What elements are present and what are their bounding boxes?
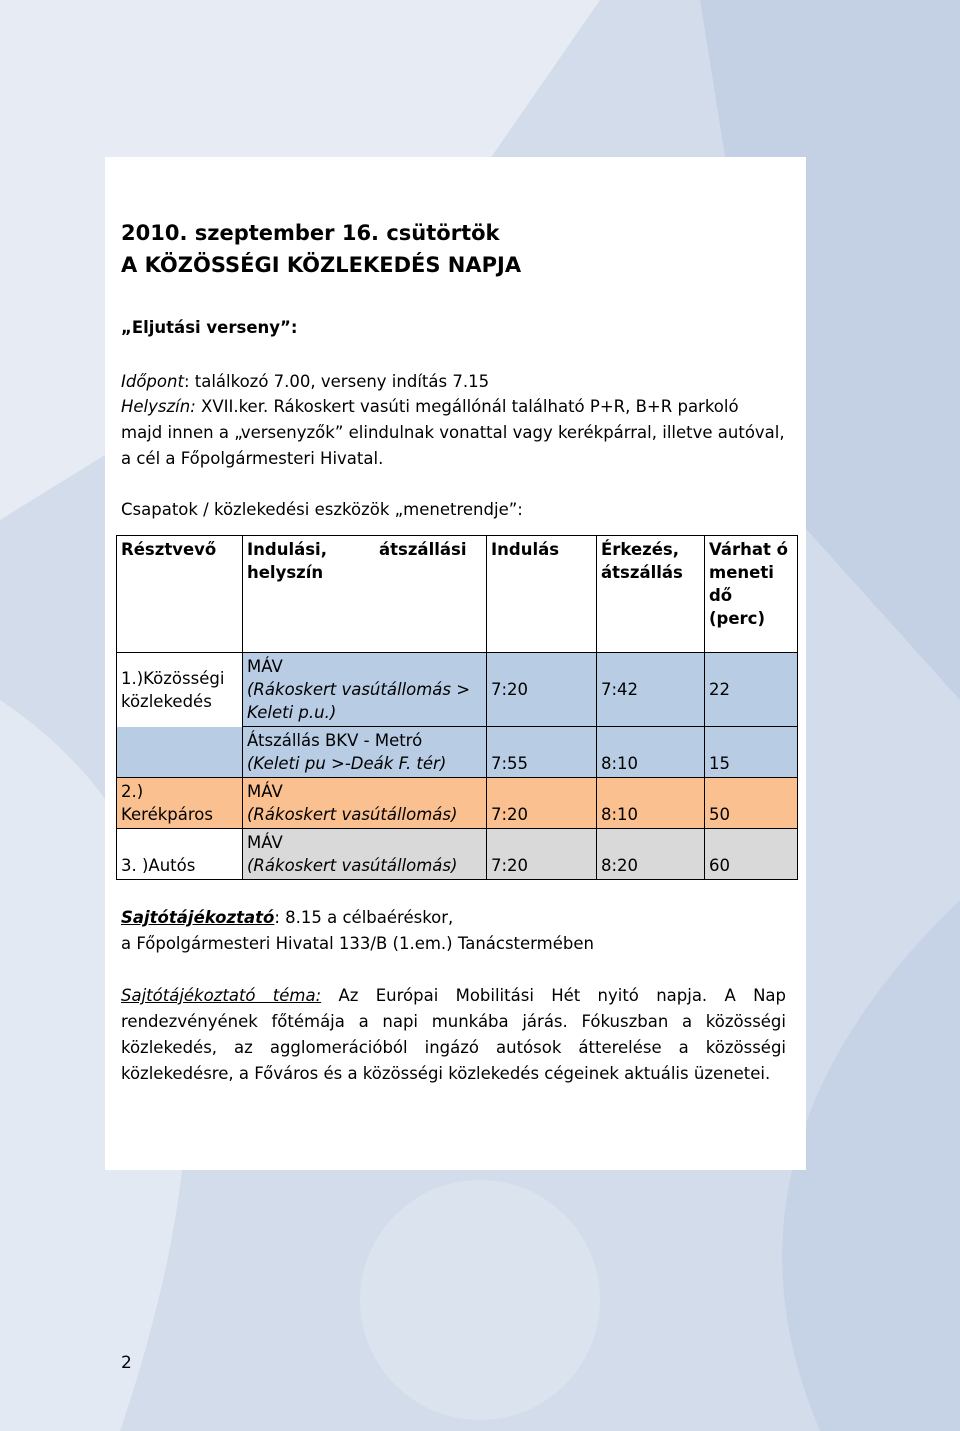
header-departure: Indulás [487, 536, 597, 653]
press-line-2: a Főpolgármesteri Hivatal 133/B (1.em.) Tanácstermében [121, 934, 594, 953]
row-participant [117, 727, 243, 778]
row-departure: 7:20 [487, 778, 597, 829]
row-line-italic: (Rákoskert vasútállomás) [247, 805, 458, 824]
row-line-top: Átszállás BKV - Metró [247, 731, 423, 750]
row-line [243, 778, 487, 829]
row-line-top: MÁV [247, 657, 283, 676]
time-value: : találkozó 7.00, verseny indítás 7.15 [183, 372, 490, 391]
time-line [121, 372, 489, 391]
row-minutes: 60 [705, 829, 798, 880]
table-row [117, 727, 798, 778]
header-arrival: Érkezés, átszállás [597, 536, 705, 653]
row-departure: 7:20 [487, 829, 597, 880]
heading-event: A KÖZÖSSÉGI KÖZLEKEDÉS NAPJA [121, 253, 522, 277]
place-value: XVII.ker. Rákoskert vasúti megállónál található P+R, B+R parkoló [195, 397, 739, 416]
row-line-italic: (Rákoskert vasútállomás > Keleti p.u.) [247, 680, 471, 722]
header-departure-place-c: helyszín [247, 563, 324, 582]
row-line-italic: (Rákoskert vasútállomás) [247, 856, 458, 875]
header-participant: Résztvevő [117, 536, 243, 653]
table-row [117, 829, 798, 880]
press-label: Sajtótájékoztató [121, 908, 275, 927]
row-line-top: MÁV [247, 833, 283, 852]
details-line-3: a cél a Főpolgármesteri Hivatal. [121, 449, 384, 468]
page-number: 2 [121, 1353, 132, 1373]
press-line [121, 908, 453, 927]
header-departure-place [243, 536, 487, 653]
subtitle: „Eljutási verseny”: [121, 318, 298, 337]
schedule-intro: Csapatok / közlekedési eszközök „menetrendje”: [121, 500, 523, 519]
topic-line-3: közlekedés, az agglomerációból ingázó autósok átterelése a közösségi [121, 1038, 786, 1057]
header-departure-place-b: átszállási [378, 540, 467, 559]
press-value: : 8.15 a célbaéréskor, [274, 908, 454, 927]
time-label: Időpont [121, 372, 184, 391]
topic-line-2: rendezvényének főtémája a napi munkába járás. Fókuszban a közösségi [121, 1012, 786, 1031]
topic-line-4: közlekedésre, a Főváros és a közösségi közlekedés cégeinek aktuális üzenetei. [121, 1064, 771, 1083]
topic-label: Sajtótájékoztató téma: [121, 986, 322, 1005]
row-line-italic: (Keleti pu >-Deák F. tér) [247, 754, 447, 773]
row-participant: 1.)Közösségi közlekedés [117, 653, 243, 727]
row-arrival: 8:20 [597, 829, 705, 880]
row-arrival: 7:42 [597, 653, 705, 727]
row-minutes: 50 [705, 778, 798, 829]
topic-line-1 [121, 986, 786, 1005]
table-header-row [117, 536, 798, 653]
row-departure: 7:55 [487, 727, 597, 778]
row-arrival: 8:10 [597, 778, 705, 829]
header-expected-time: Várhat ó meneti dő (perc) [705, 536, 798, 653]
row-minutes: 22 [705, 653, 798, 727]
header-departure-place-a: Indulási, [247, 540, 327, 559]
place-label: Helyszín: [121, 397, 196, 416]
row-minutes: 15 [705, 727, 798, 778]
row-departure: 7:20 [487, 653, 597, 727]
details-line-2: majd innen a „versenyzők” elindulnak vonattal vagy kerékpárral, illetve autóval, [121, 423, 785, 442]
heading-date: 2010. szeptember 16. csütörtök [121, 221, 500, 245]
row-line [243, 727, 487, 778]
table-row [117, 653, 798, 727]
row-arrival: 8:10 [597, 727, 705, 778]
table-row [117, 778, 798, 829]
row-participant: 2.) Kerékpáros [117, 778, 243, 829]
row-participant: 3. )Autós [117, 829, 243, 880]
schedule-table [116, 535, 798, 880]
topic-text-1: Az Európai Mobilitási Hét nyitó napja. A Nap [321, 986, 786, 1005]
place-line [121, 397, 739, 416]
row-line [243, 653, 487, 727]
row-line-top: MÁV [247, 782, 283, 801]
row-line [243, 829, 487, 880]
